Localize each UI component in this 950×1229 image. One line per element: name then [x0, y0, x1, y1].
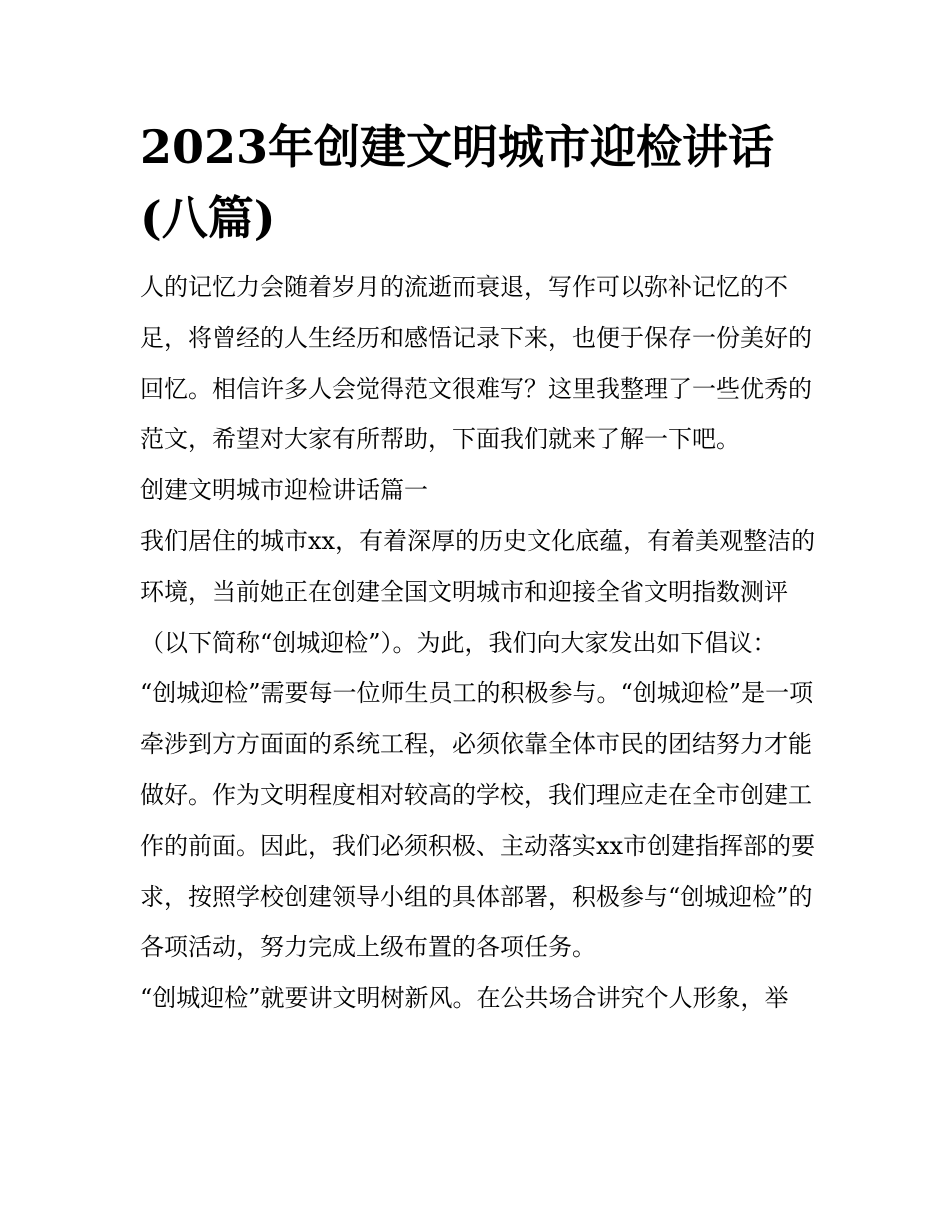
- body-paragraph: “创城迎检”需要每一位师生员工的积极参与。“创城迎检”是一项牵涉到方方面面的系统工程，必须依靠全体市民的团结努力才能做好。作为文明程度相对较高的学校，我们理应走在全市创建工作的前面。因此，我们必须积极、主动落实xx市创建指挥部的要求，按照学校创建领导小组的具体部署，积极参与“创城迎检”的各项活动，努力完成上级布置的各项任务。: [140, 679, 816, 962]
- intro-paragraph: 人的记忆力会随着岁月的流逝而衰退，写作可以弥补记忆的不足，将曾经的人生经历和感悟记录下来，也便于保存一份美好的回忆。相信许多人会觉得范文很难写？这里我整理了一些优秀的范文，希望对大家有所帮助，下面我们就来了解一下吧。: [140, 273, 812, 454]
- document-body: [140, 262, 820, 1024]
- document-content: [140, 112, 820, 1024]
- body-paragraph: “创城迎检”就要讲文明树新风。在公共场合讲究个人形象，举: [140, 984, 789, 1013]
- section-heading: 创建文明城市迎检讲话篇一: [140, 476, 428, 505]
- document-title: 2023年创建文明城市迎检讲话(八篇): [140, 120, 775, 245]
- body-paragraph: 我们居住的城市xx，有着深厚的历史文化底蕴，有着美观整洁的环境，当前她正在创建全国文明城市和迎接全省文明指数测评（以下简称“创城迎检”）。为此，我们向大家发出如下倡议：: [140, 526, 816, 657]
